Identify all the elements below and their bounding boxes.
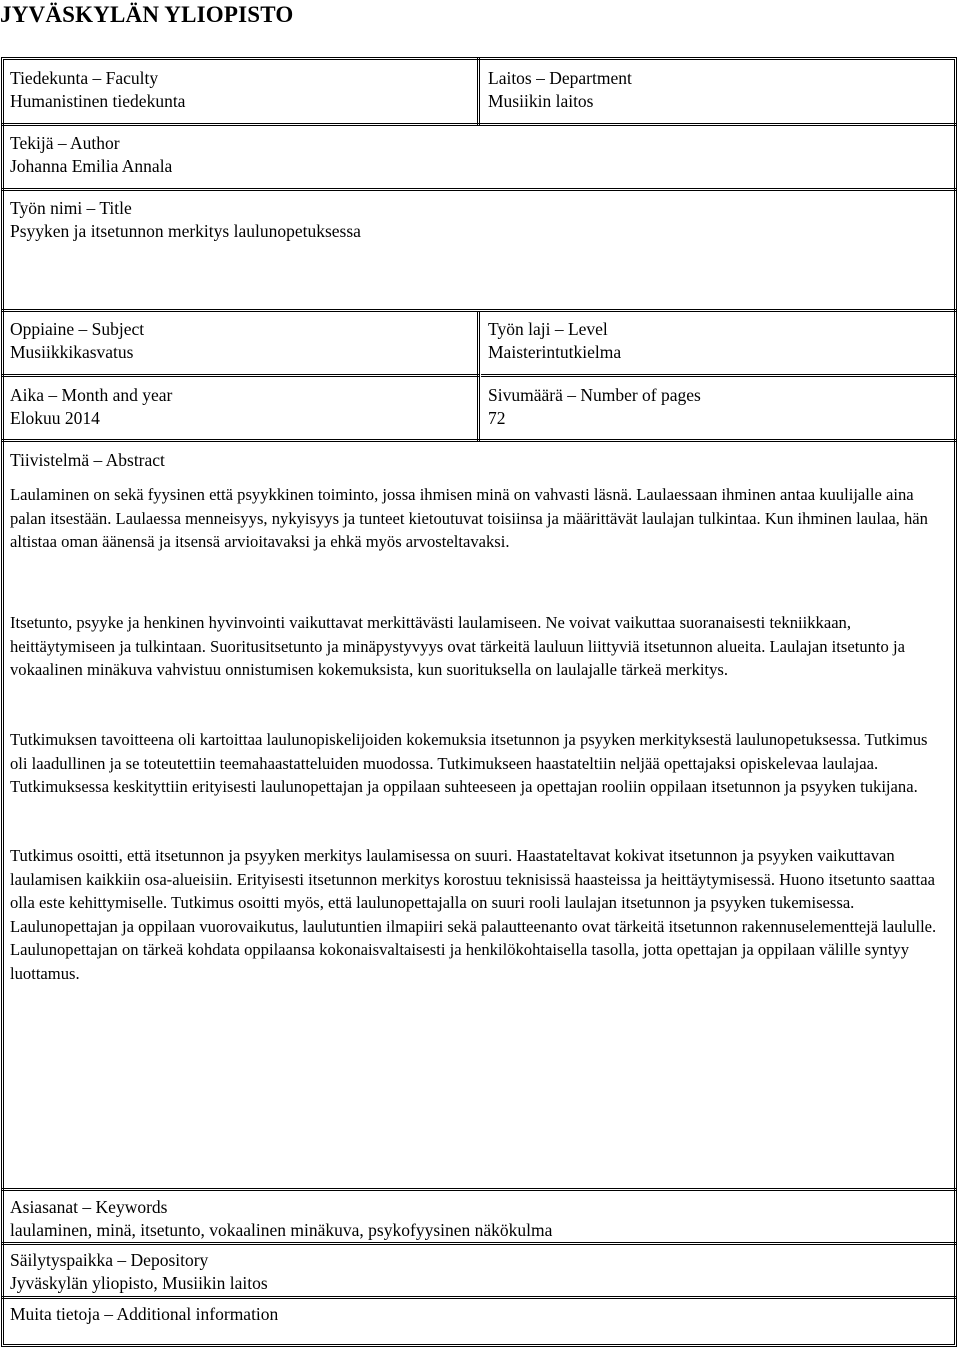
divider xyxy=(1,1242,957,1245)
keywords-label: Asiasanat – Keywords xyxy=(10,1197,168,1217)
divider xyxy=(1,374,479,377)
faculty-label: Tiedekunta – Faculty xyxy=(10,68,159,88)
pages-value: 72 xyxy=(488,408,506,428)
depository-value: Jyväskylän yliopisto, Musiikin laitos xyxy=(10,1273,268,1293)
pages-label: Sivumäärä – Number of pages xyxy=(488,385,701,405)
depository-label: Säilytyspaikka – Depository xyxy=(10,1250,209,1270)
abstract-label: Tiivistelmä – Abstract xyxy=(10,450,165,470)
divider xyxy=(477,58,480,125)
additional-info-label: Muita tietoja – Additional information xyxy=(10,1304,279,1324)
date-label: Aika – Month and year xyxy=(10,385,173,405)
title-label: Työn nimi – Title xyxy=(10,198,132,218)
abstract-paragraph: Tutkimus osoitti, että itsetunnon ja psyyken merkitys laulamisessa on suuri. Haastateltavat kokivat itsetunnon ja psyyken vaikuttavan laulamisen kaikkiin osa-alueisiin. Erityisesti itsetunnon merkitys korostuu teknisissä haasteissa ja heittäytymisessä. Huono itsetunto saattaa olla este kehittymiselle. Tutkimus osoitti myös, että laulunopettajalla on suuri rooli laulajan itsetunnon ja psyyken tukemisessa. Laulunopettajan ja oppilaan vuorovaikutus, laulutuntien ilmapiiri sekä palautteenanto ovat tärkeitä itsetunnon rakennuselementtejä laululle. Laulunopettajan on tärkeä kohdata oppilaansa kokonaisvaltaisesti ja henkilökohtaisella tasolla, jotta opettajan ja oppilaan välille syntyy luottamus. xyxy=(10,846,937,983)
divider xyxy=(1,1296,957,1299)
university-name: JYVÄSKYLÄN YLIOPISTO xyxy=(0,2,294,27)
level-label: Työn laji – Level xyxy=(488,319,608,339)
author-value: Johanna Emilia Annala xyxy=(10,156,173,176)
divider xyxy=(1,1188,957,1191)
title-value: Psyyken ja itsetunnon merkitys laulunopetuksessa xyxy=(10,221,361,241)
keywords-value: laulaminen, minä, itsetunto, vokaalinen minäkuva, psykofyysinen näkökulma xyxy=(10,1220,553,1240)
faculty-value: Humanistinen tiedekunta xyxy=(10,91,186,111)
department-value: Musiikin laitos xyxy=(488,91,594,111)
author-label: Tekijä – Author xyxy=(10,133,120,153)
divider xyxy=(1,188,957,191)
subject-label: Oppiaine – Subject xyxy=(10,319,145,339)
level-value: Maisterintutkielma xyxy=(488,342,622,362)
subject-value: Musiikkikasvatus xyxy=(10,342,134,362)
divider xyxy=(481,374,957,377)
department-label: Laitos – Department xyxy=(488,68,632,88)
abstract-paragraph: Laulaminen on sekä fyysinen että psyykkinen toiminto, jossa ihmisen minä on vahvasti läsnä. Laulaessaan ihminen antaa kuulijalle aina palan itsestään. Laulaessa menneisyys, nykyisyys ja tunteet kietoutuvat toisiinsa ja määrittävät laulajan tulkintaa. Kun ihminen laulaa, hän altistaa oman äänensä ja itsensä arvioitavaksi ja ehkä myös arvosteltavaksi. xyxy=(10,485,928,551)
abstract-paragraph: Tutkimuksen tavoitteena oli kartoittaa laulunopiskelijoiden kokemuksia itsetunnon ja psyyken merkityksestä laulunopetuksessa. Tutkimus oli laadullinen ja se toteutettiin teemahaastatteluiden muodossa. Tutkimukseen haastateltiin neljää opettajaksi opiskelevaa laulajaa. Tutkimuksessa keskityttiin erityisesti laulunopettajan ja oppilaan suhteeseen ja opettajan rooliin oppilaan itsetunnon ja psyyken tukijana. xyxy=(10,730,928,796)
description-form xyxy=(1,57,957,1347)
date-value: Elokuu 2014 xyxy=(10,408,100,428)
abstract-paragraph: Itsetunto, psyyke ja henkinen hyvinvointi vaikuttavat merkittävästi laulamiseen. Ne voivat vaikuttaa suoranaisesti tekniikkaan, heittäytymiseen ja tulkintaan. Suoritusitsetunto ja minäpystyvyys ovat tärkeitä lauluun liittyviä itsetunnon alueita. Laulajan itsetunto ja vokaalinen minäkuva vahvistuu onnistumisen kokemuksista, kun suorituksella on laulajalle tärkeä merkitys. xyxy=(10,613,905,679)
divider xyxy=(477,311,480,441)
